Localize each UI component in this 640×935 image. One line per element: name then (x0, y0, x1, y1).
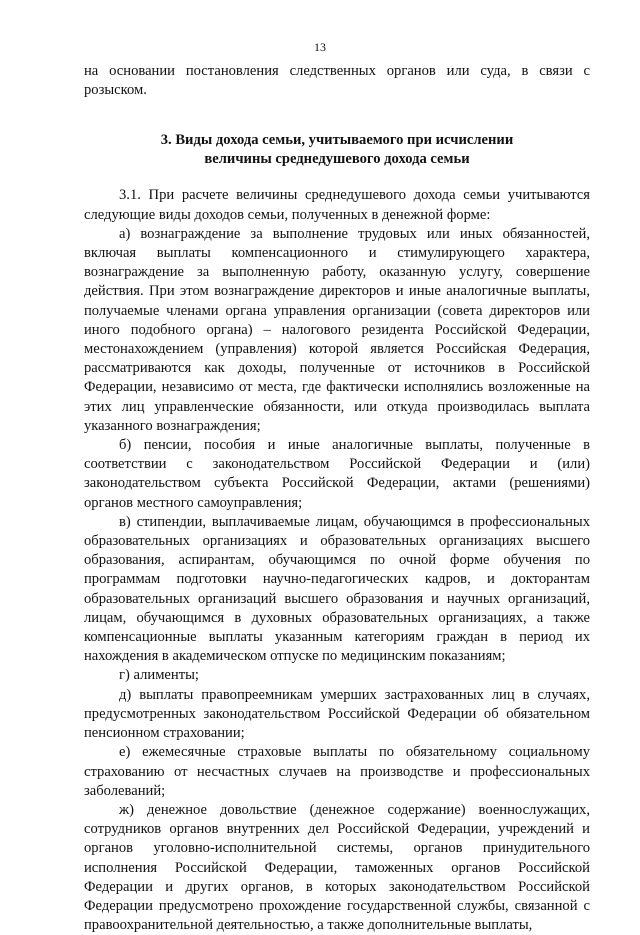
item-zh: ж) денежное довольствие (денежное содержание) военнослужащих, сотрудников органов внутренних дел Российской Федерации, учреждений и органов уголовно-исполнительной системы, органов принудительного исполнения Российской Федерации, таможенных органов Российской Федерации и других органов, в которых законодательством Российской Федерации предусмотрено прохождение государственной службы, связанной с правоохранительной деятельностью, а также дополнительные выплаты, (84, 801, 590, 934)
section-heading-line-1: 3. Виды дохода семьи, учитываемого при исчислении (160, 132, 514, 149)
section-heading (84, 131, 590, 169)
section-heading-line-2: величины среднедушевого дохода семьи (204, 151, 470, 168)
item-d: д) выплаты правопреемникам умерших застрахованных лиц в случаях, предусмотренных законодательством Российской Федерации об обязательном пенсионном страховании; (84, 686, 590, 742)
item-g: г) алименты; (119, 667, 199, 684)
intro-paragraph: на основании постановления следственных органов или суда, в связи с розыском. (84, 63, 590, 99)
item-e: е) ежемесячные страховые выплаты по обязательному социальному страхованию от несчастных случаев на производстве и профессиональных заболеваний; (84, 744, 590, 799)
document-body (84, 62, 590, 935)
item-v: в) стипендии, выплачиваемые лицам, обучающимся в профессиональных образовательных организациях и образовательных организациях высшего образования, аспирантам, обучающимся по очной форме обучения по программам подготовки научно-педагогических кадров, и докторантам образовательных организаций высшего образования и научных организаций, лицам, обучающимся в духовных образовательных организациях, а также компенсационные выплаты указанным категориям граждан в период их нахождения в академическом отпуске по медицинским показаниям; (84, 513, 590, 665)
paragraph-3-1: 3.1. При расчете величины среднедушевого дохода семьи учитываются следующие виды доходов семьи, полученных в денежной форме: (84, 187, 590, 223)
page-number: 13 (314, 40, 326, 54)
item-a: а) вознаграждение за выполнение трудовых или иных обязанностей, включая выплаты компенсационного и стимулирующего характера, вознаграждение за выполненную работу, оказанную услугу, совершение действия. При этом вознаграждение директоров и иные аналогичные выплаты, получаемые членами органа управления организации (совета директоров или иного подобного органа) – налогового резидента Российской Федерации, местонахождением (управления) которой является Российская Федерация, рассматриваются как доходы, полученные от источников в Российской Федерации, независимо от места, где фактически исполнялись возложенные на этих лиц управленческие обязанности, или откуда производилась выплата указанного вознаграждения; (84, 225, 590, 434)
item-b: б) пенсии, пособия и иные аналогичные выплаты, полученные в соответствии с законодательством Российской Федерации и (или) законодательством субъекта Российской Федерации, актами (решениями) органов местного самоуправления; (84, 437, 590, 511)
